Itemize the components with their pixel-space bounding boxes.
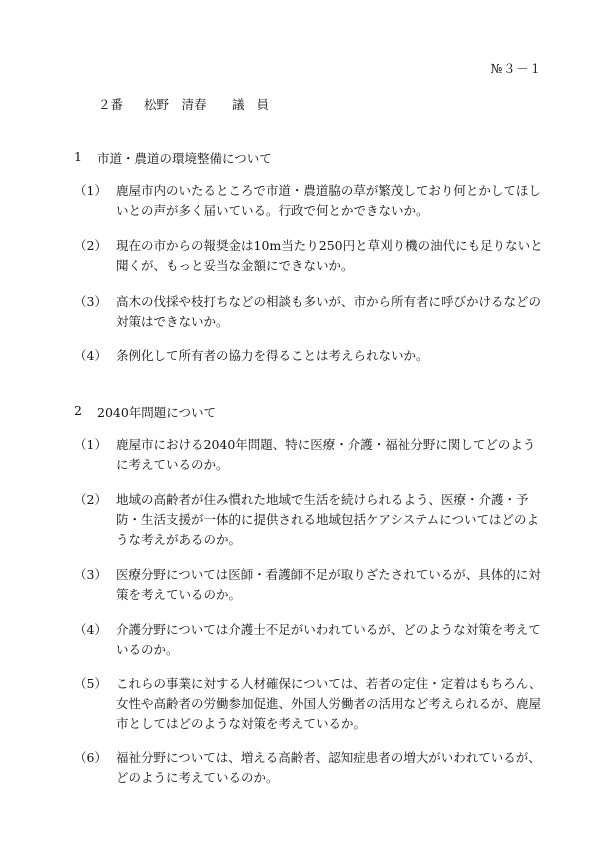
item-text: 高木の伐採や枝打ちなどの相談も多いが、市から所有者に呼びかけるなどの対策はできないか。	[116, 294, 542, 329]
section-heading: 市道・農道の環境整備について	[97, 151, 272, 166]
questioner-number: ２番	[98, 97, 124, 112]
item-label: （4）	[74, 348, 107, 363]
item-text: 鹿屋市内のいたるところで市道・農道脇の草が繁茂しており何とかしてほしいとの声が多く届いている。行政で何とかできないか。	[116, 183, 541, 218]
question-item	[74, 435, 544, 475]
item-text: 現在の市からの報奨金は10m当たり250円と草刈り機の油代にも足りないと聞くが、もっと妥当な金額にできないか。	[116, 238, 543, 273]
section-heading: 2040年問題について	[97, 405, 217, 420]
item-label: （1）	[74, 183, 107, 198]
item-label: （4）	[74, 622, 107, 637]
question-item	[74, 236, 544, 276]
item-text: 条例化して所有者の協力を得ることは考えられないか。	[116, 348, 429, 363]
question-item	[74, 346, 544, 366]
question-item	[74, 565, 544, 605]
section-title-2	[74, 403, 216, 421]
item-text: 介護分野については介護士不足がいわれているが、どのような対策を考えているのか。	[116, 622, 541, 657]
item-label: （3）	[74, 567, 107, 582]
item-label: （6）	[74, 750, 107, 765]
item-label: （5）	[74, 676, 107, 691]
item-label: （2）	[74, 492, 107, 507]
item-text: 医療分野については医師・看護師不足が取りざたされているが、具体的に対策を考えているのか。	[116, 567, 541, 602]
item-text: これらの事業に対する人材確保については、若者の定住・定着はもちろん、女性や高齢者の労働参加促進、外国人労働者の活用など考えられるが、鹿屋市としてはどのような対策を考えているか。	[116, 676, 542, 731]
item-text: 鹿屋市における2040年問題、特に医療・介護・福祉分野に関してどのように考えているのか。	[116, 437, 536, 472]
question-item	[74, 620, 544, 660]
questioner-name: 松野 清春	[144, 97, 207, 112]
item-text: 福祉分野については、増える高齢者、認知症患者の増大がいわれているが、どのように考えているのか。	[116, 750, 541, 785]
item-label: （2）	[74, 238, 107, 253]
questioner-line	[98, 95, 281, 113]
section-title-1	[74, 149, 272, 167]
question-item	[74, 748, 544, 788]
questioner-role: 議員	[232, 97, 282, 112]
item-text: 地域の高齢者が住み慣れた地域で生活を続けられるよう、医療・介護・予防・生活支援が一体的に提供される地域包括ケアシステムについてはどのような考えがあるのか。	[116, 492, 540, 547]
section-number: 1	[74, 149, 82, 164]
item-label: （3）	[74, 294, 107, 309]
section-number: 2	[74, 403, 82, 418]
question-item	[74, 181, 544, 221]
item-label: （1）	[74, 437, 107, 452]
question-item	[74, 292, 544, 332]
question-item	[74, 490, 544, 550]
document-number: №３－１	[490, 61, 542, 76]
question-item	[74, 674, 544, 734]
